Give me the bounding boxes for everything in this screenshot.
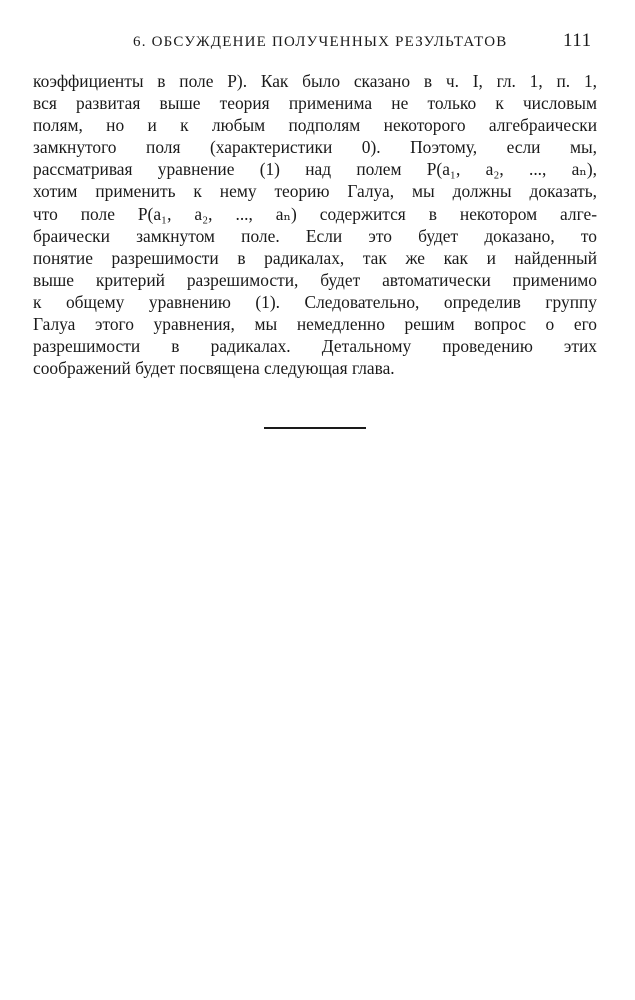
body-paragraph <box>33 70 597 379</box>
text-line: браически замкнутом поле. Если это будет доказано, то <box>33 225 597 246</box>
running-title: 6. ОБСУЖДЕНИЕ ПОЛУЧЕННЫХ РЕЗУЛЬТАТОВ <box>133 34 508 50</box>
text-line: коэффициенты в поле P). Как было сказано в ч. I, гл. 1, п. 1, <box>33 71 597 91</box>
text-line: что поле P(a₁, a₂, ..., aₙ) содержится в некотором алге- <box>33 203 597 224</box>
running-head <box>0 30 635 56</box>
text-line: к общему уравнению (1). Следовательно, определив группу <box>33 291 597 312</box>
text-line: Галуа этого уравнения, мы немедленно решим вопрос о его <box>33 314 597 335</box>
text-line: разрешимости в радикалах. Детальному проведению этих <box>33 336 597 357</box>
text-line: вся развитая выше теория применима не только к числовым <box>33 93 597 114</box>
text-line: соображений будет посвящена следующая глава. <box>33 358 395 379</box>
page-number: 111 <box>563 30 592 51</box>
text-line: хотим применить к нему теорию Галуа, мы должны доказать, <box>33 181 597 202</box>
text-line: полям, но и к любым подполям некоторого алгебраически <box>33 115 597 136</box>
text-line: рассматривая уравнение (1) над полем P(a₁, a₂, ..., aₙ), <box>33 159 597 180</box>
text-line: выше критерий разрешимости, будет автоматически применимо <box>33 269 597 290</box>
section-end-rule <box>264 427 366 429</box>
text-line: понятие разрешимости в радикалах, так же как и найденный <box>33 247 597 268</box>
text-line: замкнутого поля (характеристики 0). Поэтому, если мы, <box>33 137 597 158</box>
